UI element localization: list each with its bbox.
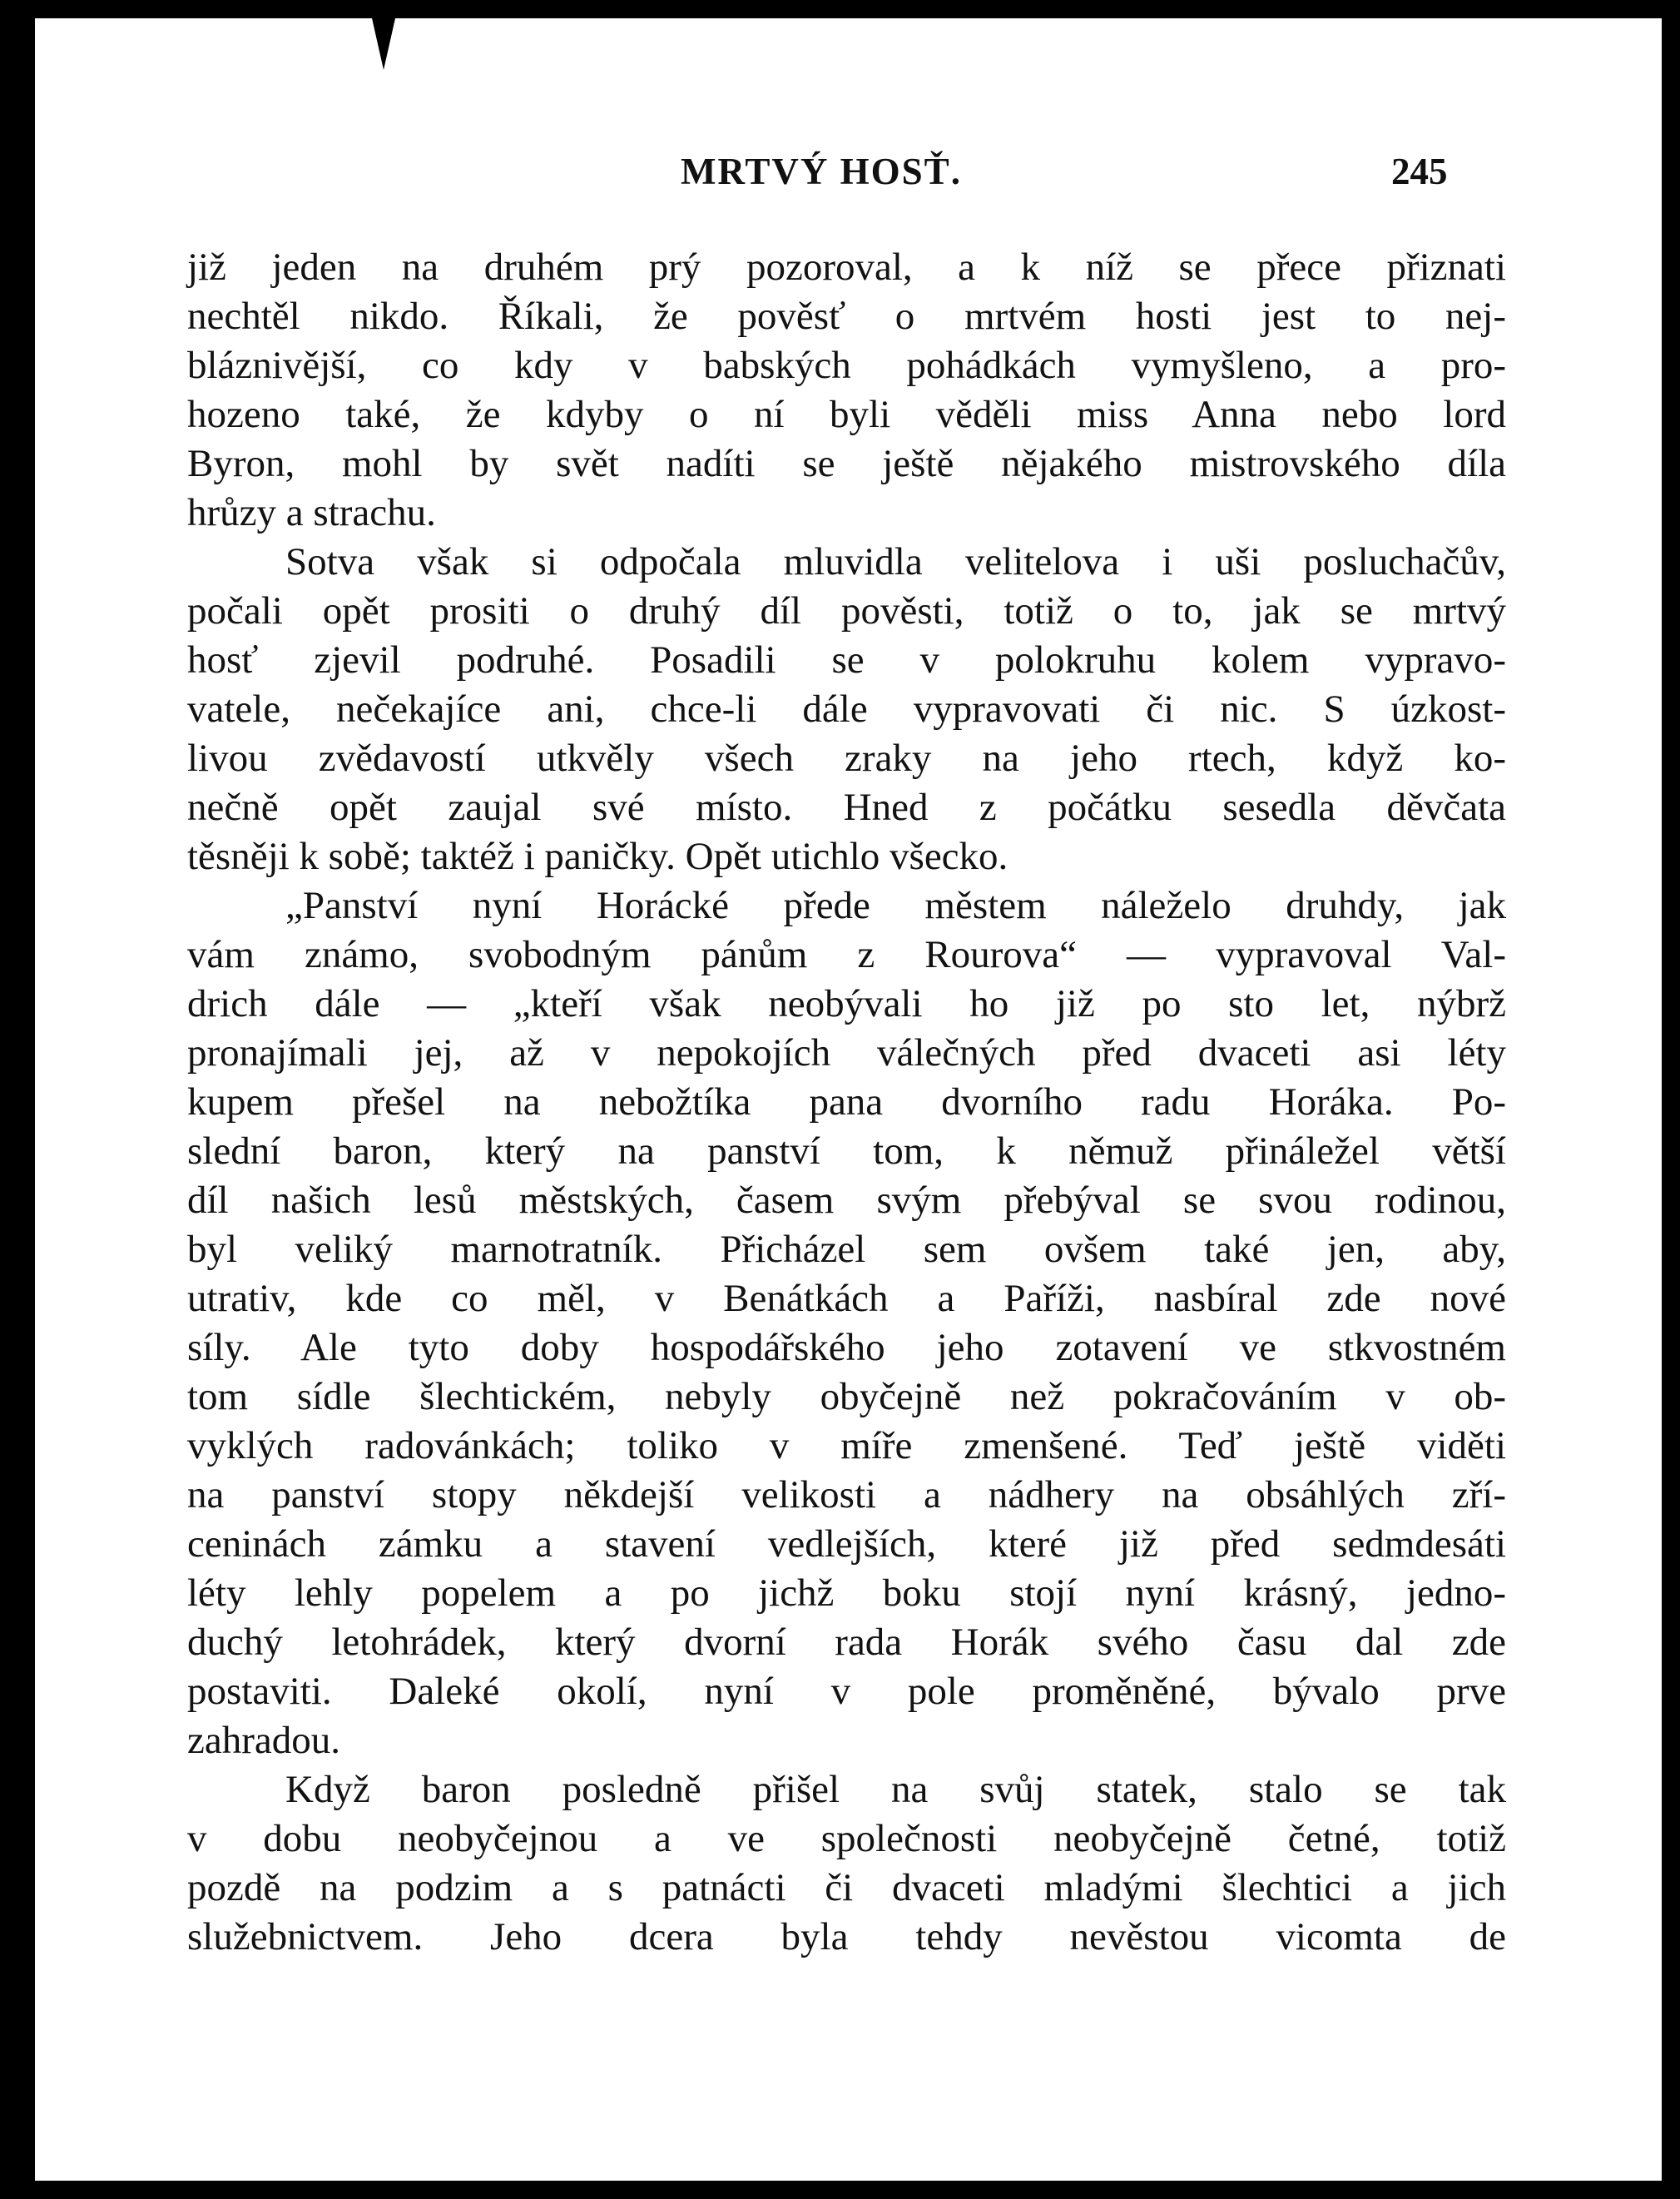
text-line: pronajímali jej, až v nepokojích válečných před dvaceti asi léty: [187, 1031, 1506, 1075]
text-line: v dobu neobyčejnou a ve společnosti neobyčejně četné, totiž: [187, 1817, 1506, 1860]
text-line: postaviti. Daleké okolí, nyní v pole proměněné, bývalo prve: [187, 1670, 1506, 1713]
text-line: ceninách zámku a stavení vedlejších, které již před sedmdesáti: [187, 1522, 1506, 1566]
text-line: Byron, mohl by svět nadíti se ještě nějakého mistrovského díla: [187, 442, 1506, 485]
text-line: byl veliký marnotratník. Přicházel sem ovšem také jen, aby,: [187, 1228, 1506, 1271]
text-line: vatele, nečekajíce ani, chce-li dále vypravovati či nic. S úzkost-: [187, 687, 1506, 731]
text-line: počali opět prositi o druhý díl pověsti, totiž o to, jak se mrtvý: [187, 589, 1506, 633]
text-line: těsněji k sobě; taktéž i paničky. Opět utichlo všecko.: [187, 835, 1008, 878]
text-line: díl našich lesů městských, časem svým přebýval se svou rodinou,: [187, 1179, 1506, 1222]
text-line: zahradou.: [187, 1719, 340, 1762]
text-line: na panství stopy někdejší velikosti a nádhery na obsáhlých zří-: [187, 1473, 1506, 1516]
text-line: pozdě na podzim a s patnácti či dvaceti mladými šlechtici a jich: [187, 1866, 1506, 1909]
text-line: kupem přešel na nebožtíka pana dvorního radu Horáka. Po-: [187, 1080, 1506, 1124]
book-page: [35, 18, 1662, 2181]
text-line: vyklých radovánkách; toliko v míře zmenšené. Teď ještě viděti: [187, 1424, 1506, 1467]
page-header: [35, 135, 1662, 201]
text-line: hrůzy a strachu.: [187, 491, 436, 534]
text-line: slední baron, který na panství tom, k němuž přináležel větší: [187, 1129, 1506, 1173]
text-line: služebnictvem. Jeho dcera byla tehdy nevěstou vicomta de: [187, 1915, 1506, 1958]
text-line: duchý letohrádek, který dvorní rada Horák svého času dal zde: [187, 1621, 1506, 1664]
text-line: léty lehly popelem a po jichž boku stojí nyní krásný, jedno-: [187, 1571, 1506, 1615]
text-line: hozeno také, že kdyby o ní byli věděli miss Anna nebo lord: [187, 393, 1506, 436]
running-title: MRTVÝ HOSŤ.: [681, 151, 962, 192]
text-line: nechtěl nikdo. Říkali, že pověsť o mrtvém hosti jest to nej-: [187, 295, 1506, 338]
text-line: Když baron posledně přišel na svůj statek, stalo se tak: [285, 1768, 1506, 1811]
page-number: 245: [1391, 151, 1448, 192]
text-line: „Panství nyní Horácké přede městem náleželo druhdy, jak: [285, 884, 1506, 927]
text-line: livou zvědavostí utkvěly všech zraky na jeho rtech, když ko-: [187, 737, 1506, 780]
body-text: [187, 243, 1506, 1962]
text-line: Sotva však si odpočala mluvidla velitelova i uši posluchačův,: [285, 540, 1506, 583]
text-line: bláznivější, co kdy v babských pohádkách vymyšleno, a pro-: [187, 344, 1506, 387]
paragraph: [187, 538, 1506, 881]
paragraph: [187, 881, 1506, 1765]
paragraph: [187, 1765, 1506, 1962]
text-line: nečně opět zaujal své místo. Hned z počátku sesedla děvčata: [187, 786, 1506, 829]
page-edge-mark: [372, 18, 395, 70]
text-line: utrativ, kde co měl, v Benátkách a Paříži, nasbíral zde nové: [187, 1277, 1506, 1320]
text-line: hosť zjevil podruhé. Posadili se v polokruhu kolem vypravo-: [187, 638, 1506, 682]
text-line: síly. Ale tyto doby hospodářského jeho zotavení ve stkvostném: [187, 1326, 1506, 1369]
text-line: tom sídle šlechtickém, nebyly obyčejně než pokračováním v ob-: [187, 1375, 1506, 1418]
text-line: vám známo, svobodným pánům z Rourova“ — vypravoval Val-: [187, 933, 1506, 976]
text-line: již jeden na druhém prý pozoroval, a k níž se přece přiznati: [187, 246, 1506, 289]
paragraph: [187, 243, 1506, 538]
text-line: drich dále — „kteří však neobývali ho již po sto let, nýbrž: [187, 982, 1506, 1025]
